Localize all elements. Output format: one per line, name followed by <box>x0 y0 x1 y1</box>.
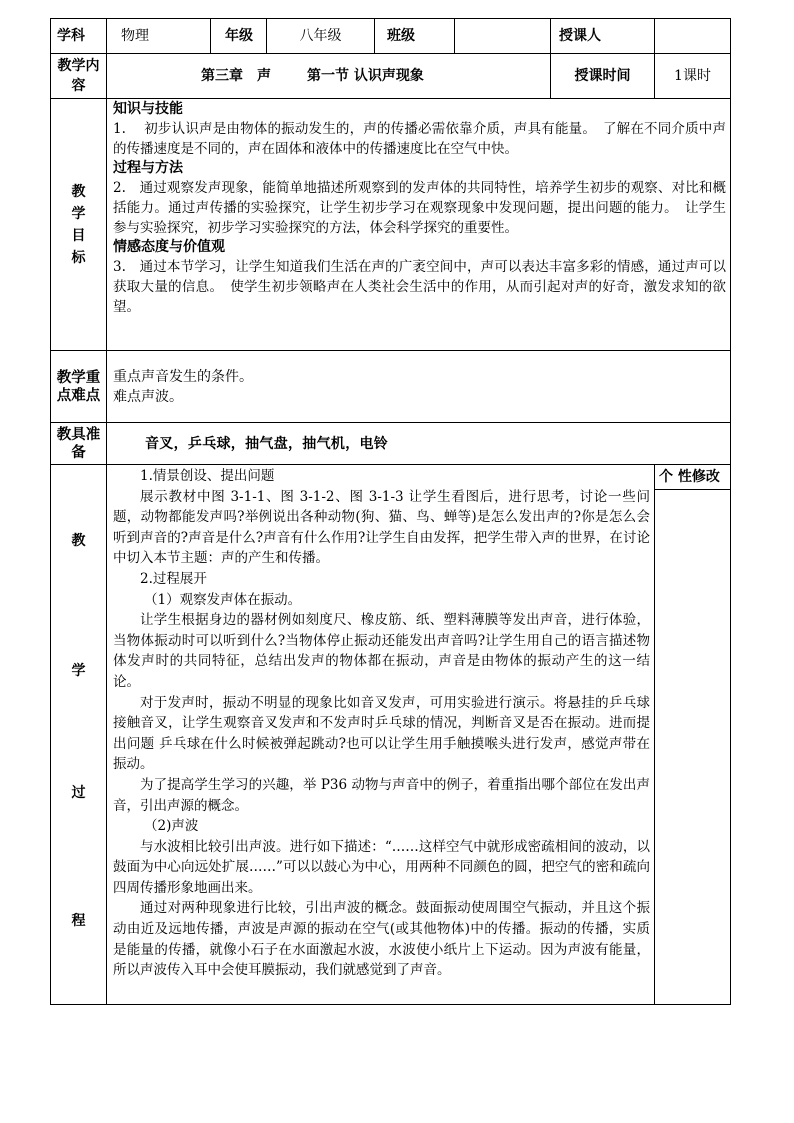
content-title <box>107 54 551 99</box>
header-row <box>51 19 731 54</box>
tools-value: 音叉，乒乓球，抽气盘，抽气机，电铃 <box>107 423 731 465</box>
process-row <box>51 465 731 1005</box>
tools-row <box>51 423 731 465</box>
goals-row <box>51 99 731 351</box>
class-value <box>455 19 551 54</box>
process-label-char: 程 <box>71 913 86 929</box>
process-label <box>51 465 107 1005</box>
revision-column <box>655 465 731 1005</box>
process-paragraph: 2.过程展开 <box>140 570 207 587</box>
process-paragraph: 对于发声时，振动不明显的现象比如音叉发声，可用实验进行演示。将悬挂的乒乓球接触音叉，让学生观察音叉发声和不发声时乒乓球的情况，判断音叉是否在振动。进而提出问题 乒乓球在什么时候被弹起跳动?也可以让学生用手触摸喉头进行发声，感觉声带在振动。 <box>113 694 650 773</box>
process-paragraph: 1.情景创设、提出问题 <box>140 468 275 484</box>
goal-section-title: 过程与方法 <box>113 160 183 176</box>
key-point-text: 重点声音发生的条件。 <box>113 368 253 385</box>
chapter-title: 第三章 声 <box>201 68 271 84</box>
goal-section-title: 情感态度与价值观 <box>113 239 225 255</box>
section-title: 第一节 认识声现象 <box>307 68 424 84</box>
process-paragraph: 通过对两种现象进行比较，引出声波的概念。鼓面振动使周围空气振动，并且这个振动由近及远地传播，声波是声源的振动在空气(或其他物体)中的传播。振动的传播，实质是能量的传播，就像小石子在水面激起水波，水波使小纸片上下运动。因为声波有能量，所以声波传入耳中会使耳膜振动，我们就感觉到了声音。 <box>113 900 650 979</box>
class-label: 班级 <box>375 19 455 54</box>
difficulty-text: 难点声波。 <box>113 388 183 405</box>
teacher-label: 授课人 <box>551 19 655 54</box>
goals-content <box>107 99 731 351</box>
teacher-value <box>655 19 731 54</box>
goal-section-title: 知识与技能 <box>113 101 183 117</box>
grade-value: 八年级 <box>267 19 375 54</box>
process-label-char: 过 <box>71 785 86 801</box>
process-paragraph: （2)声波 <box>144 818 199 835</box>
content-label: 教学内容 <box>51 54 107 99</box>
keypoints-content <box>107 351 731 423</box>
keypoints-row <box>51 351 731 423</box>
tools-label: 教具准备 <box>51 423 107 465</box>
goals-label-char: 标 <box>71 249 86 266</box>
goals-label-char: 目 <box>71 227 86 244</box>
goal-section-text: 1. 初步认识声是由物体的振动发生的，声的传播必需依靠介质，声具有能量。 了解在不同介质中声的传播速度是不同的，声在固体和液体中的传播速度比在空气中快。 <box>113 121 726 157</box>
subject-label: 学科 <box>51 19 107 54</box>
goals-label-char: 教 <box>71 183 86 200</box>
time-label: 授课时间 <box>551 54 655 99</box>
goals-label-char: 学 <box>71 205 86 222</box>
process-paragraph: 与水波相比较引出声波。进行如下描述：“……这样空气中就形成密疏相间的波动，以鼓面为中心向远处扩展……”可以以鼓心为中心，用两种不同颜色的圆，把空气的密和疏向四周传播形象地画出来。 <box>113 838 650 896</box>
process-paragraph: 让学生根据身边的器材例如刻度尺、橡皮筋、纸、塑料薄膜等发出声音，进行体验，当物体振动时可以听到什么?当物体停止振动还能发出声音吗?让学生用自己的语言描述物体发声时的共同特征，总结出发声的物体都在振动，声音是由物体的振动产生的这一结论。 <box>113 612 650 690</box>
goal-section-text: 3. 通过本节学习，让学生知道我们生活在声的广袤空间中，声可以表达丰富多彩的情感，通过声可以获取大量的信息。 使学生初步领略声在人类社会生活中的作用，从而引起对声的好奇，激发求知的欲望。 <box>113 259 726 315</box>
keypoints-label: 教学重点难点 <box>51 351 107 423</box>
process-label-char: 教 <box>71 533 86 549</box>
process-paragraph: 展示教材中图 3-1-1、图 3-1-2、图 3-1-3 让学生看图后，进行思考，讨论一些问题，动物都能发声吗?举例说出各种动物(狗、猫、鸟、蝉等)是怎么发出声的?你是怎么会听到声音的?声音是什么?声音有什么作用?让学生自由发挥，把学生带入声的世界，在讨论中切入本节主题：声的产生和传播。 <box>113 488 650 567</box>
process-paragraph: 为了提高学生学习的兴趣，举 P36 动物与声音中的例子，着重指出哪个部位在发出声音，引出声源的概念。 <box>113 776 650 814</box>
goals-label <box>51 99 107 351</box>
goal-section-text: 2. 通过观察发声现象，能简单地描述所观察到的发声体的共同特性，培养学生初步的观察、对比和概括能力。通过声传播的实验探究，让学生初步学习在观察现象中发现问题，提出问题的能力。 让学生参与实验探究，初步学习实验探究的方法，体会科学探究的重要性。 <box>113 180 726 236</box>
process-label-char: 学 <box>71 663 86 679</box>
time-value: 1课时 <box>655 54 731 99</box>
content-row <box>51 54 731 99</box>
revision-header: 个 性修改 <box>655 465 730 490</box>
process-paragraph: （1）观察发声体在振动。 <box>144 591 302 608</box>
subject-value: 物理 <box>107 19 211 54</box>
process-content <box>107 465 655 1005</box>
lesson-plan-table <box>50 18 731 1005</box>
grade-label: 年级 <box>211 19 267 54</box>
